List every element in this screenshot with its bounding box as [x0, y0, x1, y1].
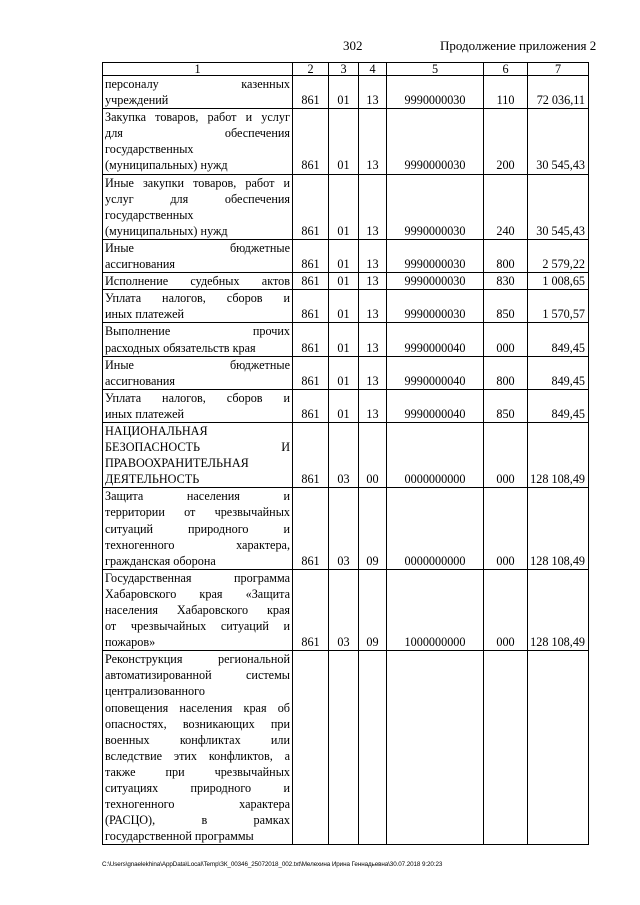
column-number-row [103, 63, 589, 76]
row-name-line: ассигнования [105, 373, 176, 388]
row-name-line: государственных [105, 207, 194, 222]
row-name-line: ситуациях природного и [105, 781, 290, 796]
row-name-line: государственной программы [105, 829, 254, 844]
row-name-line: ситуаций природного и [105, 521, 290, 536]
amount-cell: 72 036,11 [528, 76, 589, 109]
row-name-line: ассигнования [105, 257, 176, 272]
amount-cell: 128 108,49 [528, 569, 589, 650]
expense-type-cell: 000 [484, 323, 528, 356]
row-name-line: услуг для обеспечения [105, 191, 290, 206]
column-header: 5 [387, 63, 484, 76]
row-name-line: вследствие этих конфликтов, а [105, 748, 290, 763]
row-name-line: (РАСЦО), в рамках [105, 813, 290, 828]
grbs-cell: 861 [293, 422, 329, 487]
row-name-line: БЕЗОПАСНОСТЬ И [105, 440, 290, 455]
expense-type-cell: 000 [484, 422, 528, 487]
column-header: 4 [359, 63, 387, 76]
section-cell [329, 651, 359, 845]
column-header: 3 [329, 63, 359, 76]
section-cell: 01 [329, 290, 359, 323]
row-name-cell [103, 290, 293, 323]
expense-type-cell: 110 [484, 76, 528, 109]
row-name-line: иных платежей [105, 406, 184, 421]
row-name-line: пожаров» [105, 635, 156, 650]
expense-type-cell: 850 [484, 290, 528, 323]
column-header: 1 [103, 63, 293, 76]
subsection-cell: 13 [359, 290, 387, 323]
amount-cell: 128 108,49 [528, 422, 589, 487]
section-cell: 01 [329, 273, 359, 290]
subsection-cell: 13 [359, 356, 387, 389]
row-name-line: Уплата налогов, сборов и [105, 291, 290, 306]
row-name-line: от чрезвычайных ситуаций и [105, 619, 290, 634]
table-row [103, 356, 589, 389]
table-row [103, 290, 589, 323]
table-row [103, 422, 589, 487]
grbs-cell: 861 [293, 76, 329, 109]
target-article-cell: 9990000030 [387, 76, 484, 109]
section-cell: 01 [329, 356, 359, 389]
grbs-cell: 861 [293, 569, 329, 650]
section-cell: 01 [329, 239, 359, 272]
row-name-line: централизованного [105, 684, 205, 699]
target-article-cell: 9990000030 [387, 239, 484, 272]
table-row [103, 273, 589, 290]
page-number: 302 [343, 38, 363, 53]
amount-cell: 849,45 [528, 356, 589, 389]
grbs-cell: 861 [293, 323, 329, 356]
row-name-line: также при чрезвычайных [105, 764, 290, 779]
row-name-cell [103, 239, 293, 272]
row-name-line: для обеспечения [105, 126, 290, 141]
amount-cell: 30 545,43 [528, 174, 589, 239]
amount-cell: 2 579,22 [528, 239, 589, 272]
row-name-cell [103, 651, 293, 845]
row-name-line: Иные бюджетные [105, 240, 290, 255]
column-header: 7 [528, 63, 589, 76]
grbs-cell: 861 [293, 174, 329, 239]
row-name-line: персоналу казенных [105, 77, 290, 91]
grbs-cell: 861 [293, 109, 329, 174]
amount-cell: 849,45 [528, 323, 589, 356]
row-name-cell [103, 109, 293, 174]
expense-type-cell [484, 651, 528, 845]
row-name-line: Защита населения и [105, 489, 290, 504]
row-name-cell [103, 273, 293, 290]
subsection-cell: 13 [359, 239, 387, 272]
row-name-cell [103, 569, 293, 650]
row-name-line: Выполнение прочих [105, 324, 290, 339]
row-name-line: НАЦИОНАЛЬНАЯ [105, 423, 208, 438]
section-cell: 03 [329, 422, 359, 487]
grbs-cell: 861 [293, 488, 329, 569]
row-name-line: ПРАВООХРАНИТЕЛЬНАЯ [105, 456, 249, 471]
row-name-line: (муниципальных) нужд [105, 158, 228, 173]
row-name-line: территории от чрезвычайных [105, 505, 290, 520]
row-name-cell [103, 323, 293, 356]
row-name-line: иных платежей [105, 307, 184, 322]
row-name-line: Хабаровского края «Защита [105, 586, 290, 601]
target-article-cell: 9990000030 [387, 109, 484, 174]
subsection-cell: 13 [359, 76, 387, 109]
table-row [103, 239, 589, 272]
row-name-line: (муниципальных) нужд [105, 223, 228, 238]
target-article-cell: 9990000030 [387, 290, 484, 323]
amount-cell: 128 108,49 [528, 488, 589, 569]
row-name-cell [103, 174, 293, 239]
expense-type-cell: 240 [484, 174, 528, 239]
row-name-cell [103, 356, 293, 389]
row-name-line: Исполнение судебных актов [105, 274, 290, 289]
amount-cell: 1 008,65 [528, 273, 589, 290]
amount-cell: 849,45 [528, 389, 589, 422]
target-article-cell [387, 651, 484, 845]
row-name-cell [103, 422, 293, 487]
table-row [103, 76, 589, 109]
amount-cell: 30 545,43 [528, 109, 589, 174]
section-cell: 01 [329, 389, 359, 422]
target-article-cell: 1000000000 [387, 569, 484, 650]
row-name-line: ДЕЯТЕЛЬНОСТЬ [105, 472, 200, 487]
expense-type-cell: 800 [484, 356, 528, 389]
target-article-cell: 9990000030 [387, 174, 484, 239]
section-cell: 03 [329, 569, 359, 650]
table-row [103, 389, 589, 422]
column-header: 2 [293, 63, 329, 76]
expense-type-cell: 800 [484, 239, 528, 272]
section-cell: 01 [329, 76, 359, 109]
row-name-line: Реконструкция региональной [105, 652, 290, 667]
row-name-line: Иные закупки товаров, работ и [105, 175, 290, 190]
table-row [103, 488, 589, 569]
expense-type-cell: 830 [484, 273, 528, 290]
page-caption: Продолжение приложения 2 [440, 38, 597, 53]
row-name-line: военных конфликтах или [105, 732, 290, 747]
target-article-cell: 9990000040 [387, 356, 484, 389]
row-name-line: оповещения населения края об [105, 700, 290, 715]
grbs-cell: 861 [293, 356, 329, 389]
row-name-cell [103, 488, 293, 569]
subsection-cell: 09 [359, 488, 387, 569]
expense-type-cell: 000 [484, 488, 528, 569]
amount-cell [528, 651, 589, 845]
target-article-cell: 9990000030 [387, 273, 484, 290]
table-row [103, 569, 589, 650]
expense-type-cell: 200 [484, 109, 528, 174]
table-row [103, 651, 589, 845]
table-row [103, 323, 589, 356]
row-name-line: расходных обязательств края [105, 340, 256, 355]
row-name-line: населения Хабаровского края [105, 603, 290, 617]
row-name-line: опасностях, возникающих при [105, 716, 290, 731]
grbs-cell: 861 [293, 273, 329, 290]
target-article-cell: 9990000040 [387, 389, 484, 422]
subsection-cell: 13 [359, 389, 387, 422]
subsection-cell: 00 [359, 422, 387, 487]
row-name-line: техногенного характера [105, 797, 290, 812]
subsection-cell [359, 651, 387, 845]
row-name-cell [103, 389, 293, 422]
row-name-cell [103, 76, 293, 109]
table-row [103, 109, 589, 174]
grbs-cell: 861 [293, 239, 329, 272]
file-path-footer: C:\Users\gnaelekhina\AppData\Local\Temp\ЗК_00346_25072018_002.txt\Мелехина Ирина Геннадьевна\30.07.2018 9:20:23 [102, 861, 443, 868]
row-name-line: техногенного характера, [105, 537, 290, 552]
row-name-line: учреждений [105, 93, 169, 108]
grbs-cell: 861 [293, 290, 329, 323]
table-row [103, 174, 589, 239]
section-cell: 01 [329, 323, 359, 356]
section-cell: 01 [329, 174, 359, 239]
row-name-line: государственных [105, 142, 194, 157]
subsection-cell: 09 [359, 569, 387, 650]
target-article-cell: 0000000000 [387, 488, 484, 569]
subsection-cell: 13 [359, 109, 387, 174]
grbs-cell: 861 [293, 389, 329, 422]
subsection-cell: 13 [359, 323, 387, 356]
target-article-cell: 0000000000 [387, 422, 484, 487]
section-cell: 03 [329, 488, 359, 569]
section-cell: 01 [329, 109, 359, 174]
target-article-cell: 9990000040 [387, 323, 484, 356]
row-name-line: Иные бюджетные [105, 357, 290, 372]
column-header: 6 [484, 63, 528, 76]
subsection-cell: 13 [359, 174, 387, 239]
row-name-line: Закупка товаров, работ и услуг [105, 110, 290, 125]
budget-table [102, 62, 589, 845]
row-name-line: автоматизированной системы [105, 668, 290, 683]
subsection-cell: 13 [359, 273, 387, 290]
expense-type-cell: 000 [484, 569, 528, 650]
amount-cell: 1 570,57 [528, 290, 589, 323]
expense-type-cell: 850 [484, 389, 528, 422]
row-name-line: Государственная программа [105, 570, 290, 585]
row-name-line: гражданская оборона [105, 553, 216, 568]
grbs-cell [293, 651, 329, 845]
row-name-line: Уплата налогов, сборов и [105, 390, 290, 405]
